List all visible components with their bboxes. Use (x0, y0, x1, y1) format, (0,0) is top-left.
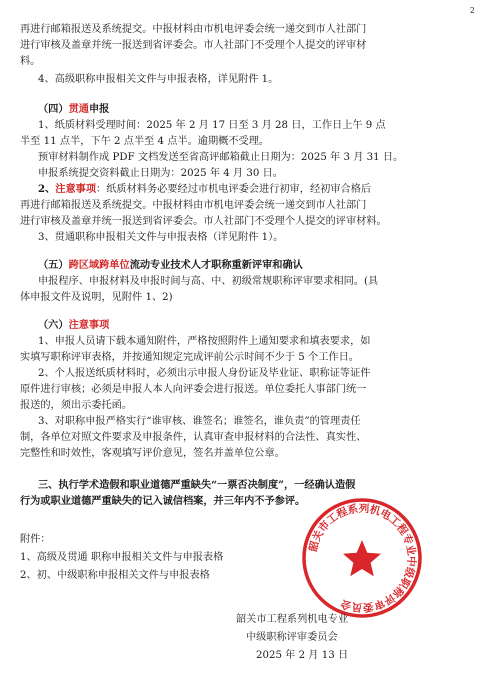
s6-para-2b: 原件进行审核；必须是申报人本人向评委会进行报送。单位委托人事部门统一 (20, 384, 367, 395)
s6-para-3b: 制，各单位对照文件要求及申报条件，认真审查申报材料的合法性、真实性、 (20, 432, 367, 443)
section-6-heading (38, 318, 467, 333)
seal-star-icon (343, 540, 381, 576)
section-6-number: （六） (38, 319, 69, 331)
s4-note-number: 2、 (38, 183, 56, 195)
rule-3-line-2: 行为或职业道德严重缺失的记入诚信档案，并三年内不予参评。 (20, 495, 306, 507)
section-5-heading (38, 258, 467, 273)
attachment-1: 1、高级及贯通 职称申报相关文件与申报表格 (20, 552, 224, 563)
section-5-highlight: 跨区域跨单位 (68, 259, 130, 271)
s6-para-1b: 实填写职称评审表格，并按通知规定完成评前公示时间不少于 5 个工作日。 (20, 352, 359, 363)
s4-para-3: 申报系统提交资料截止日期为：2025 年 4 月 30 日。 (38, 168, 283, 179)
s4-note-line-1 (38, 182, 467, 197)
signature-date: 2025 年 2 月 13 日 (256, 650, 349, 661)
intro-line-3: 料。 (20, 56, 41, 67)
s6-para-1: 1、申报人员请下载本通知附件，严格按照附件上通知要求和填表要求，如 (38, 336, 371, 347)
rule-3-line-1: 三、执行学术造假和职业道德严重缺失“一票否决制度”，一经确认造假 (38, 479, 356, 491)
s4-note-text: ：纸质材料务必要经过市机电评委会进行初审，经初审合格后 (96, 184, 372, 195)
section-6-highlight: 注意事项 (68, 319, 110, 331)
s4-note-line-2: 再进行邮箱报送及系统提交。中报材料由市机电评委会统一递交到市人社部门 (20, 200, 367, 211)
section-5-number: （五） (38, 259, 69, 271)
s4-note-line-3: 进行审核及盖章并统一报送到省评委会。市人社部门不受理个人提交的评审材料。 (20, 216, 387, 227)
signature-org-line-2: 中级职称评审委员会 (246, 632, 338, 643)
section-4-heading (38, 102, 467, 117)
s5-para-1b: 体申报文件及说明，见附件 1、2) (20, 292, 173, 303)
s5-para-1: 申报程序、申报材料及申报时间与高、中、初级常规职称评审要求相同。(具 (38, 276, 379, 287)
s4-para-1b: 半至 11 点半，下午 2 点半至 4 点半。逾期概不受理。 (20, 136, 270, 147)
intro-line-1: 再进行邮箱报送及系统提交。中报材料由市机电评委会统一递交到市人社部门 (20, 24, 367, 35)
page-number: 2 (469, 6, 475, 15)
s6-para-3: 3、对职称申报严格实行“谁审核、谁签名；谁签名，谁负责”的管理责任 (38, 416, 361, 427)
s4-para-1: 1、纸质材料受理时间：2025 年 2 月 17 日至 3 月 28 日，工作日上午 9 点 (38, 120, 386, 131)
signature-org-line-1: 韶关市工程系列机电专业 (236, 614, 349, 625)
s4-note-highlight: 注意事项 (55, 183, 97, 195)
s4-para-4: 3、贯通职称申报相关文件与申报表格（详见附件 1）。 (38, 232, 284, 243)
attachments-heading: 附件： (20, 534, 51, 545)
s6-para-2c: 报送的，须出示委托函。 (20, 400, 133, 411)
intro-line-4: 4、高级职称申报相关文件与申报表格，详见附件 1。 (38, 74, 279, 85)
official-seal (300, 496, 424, 620)
attachment-2: 2、初、中级职称申报相关文件与申报表格 (20, 570, 210, 581)
s4-para-2: 预审材料制作成 PDF 文档发送至省高评邮箱截止日期为：2025 年 3 月 31 日。 (38, 152, 404, 163)
seal-ring-text: 韶关市工程系列机电工程专业中级职称评审委员会 (307, 502, 418, 614)
s6-para-2: 2、个人报送纸质材料时，必须出示申报人身份证及毕业证、职称证等证件 (38, 368, 371, 379)
s6-para-3c: 完整性和时效性，客观填写评价意见，签名并盖单位公章。 (20, 448, 285, 459)
section-4-title: 申报 (88, 103, 110, 115)
section-4-number: （四） (38, 103, 69, 115)
section-5-title: 流动专业技术人才职称重新评审和确认 (129, 259, 303, 271)
section-4-highlight: 贯通 (68, 103, 89, 115)
intro-line-2: 进行审核及盖章并统一报送到省评委会。市人社部门不受理个人提交的评审材 (20, 40, 367, 51)
